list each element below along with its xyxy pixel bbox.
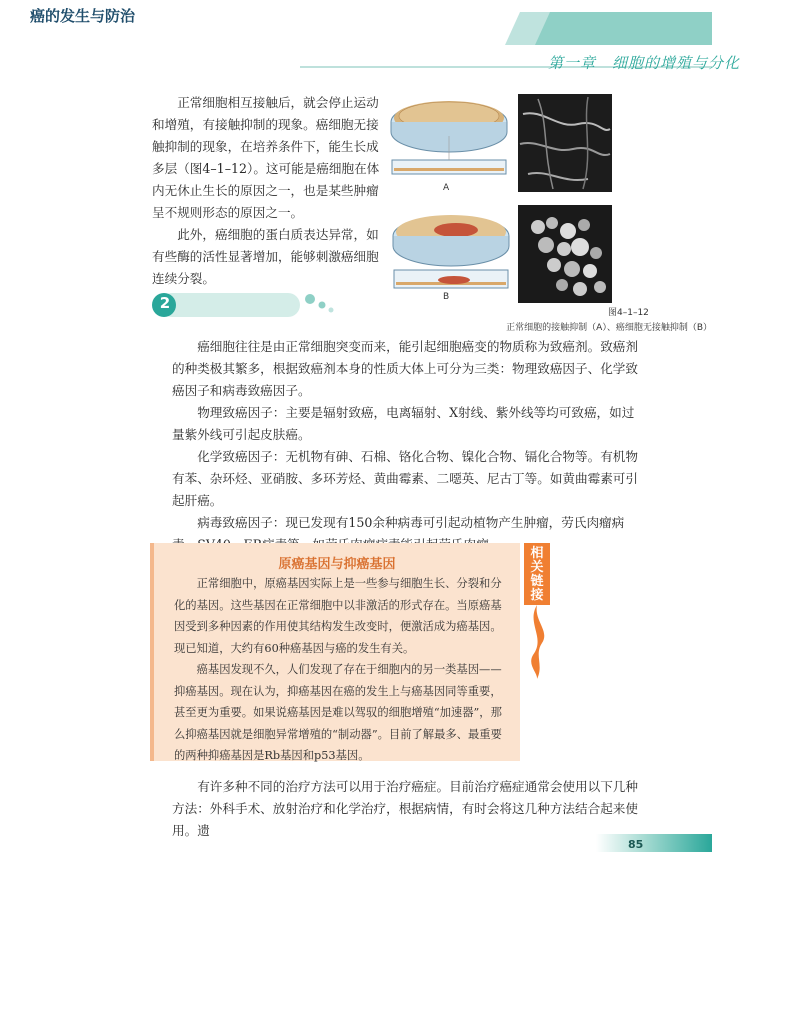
body-paragraph-2: 物理致癌因子：主要是辐射致癌，电离辐射、X射线、紫外线等均可致癌，如过量紫外线可引起皮肤癌。	[172, 405, 635, 442]
petri-dish-b-illustration	[390, 208, 512, 308]
related-link-box	[150, 543, 520, 761]
intro-paragraph-2: 此外，癌细胞的蛋白质表达异常，如有些酶的活性显著增加，能够刺激癌细胞连续分裂。	[152, 227, 379, 286]
box-body	[174, 573, 504, 767]
petri-dish-a-illustration	[388, 94, 510, 194]
figure-caption: 正常细胞的接触抑制（A）、癌细胞无接触抑制（B）	[506, 323, 712, 333]
closing-text	[172, 776, 638, 842]
body-paragraph-3: 化学致癌因子：无机物有砷、石棉、铬化合物、镍化合物、镉化合物等。有机物有苯、杂环烃、亚硝胺、多环芳烃、黄曲霉素、二噁英、尼古丁等。如黄曲霉素可引起肝癌。	[172, 449, 638, 508]
page-number-band	[596, 834, 712, 852]
section-heading-banner	[150, 289, 350, 321]
closing-paragraph-1: 有许多种不同的治疗方法可以用于治疗癌症。目前治疗癌症通常会使用以下几种方法：外科手术、放射治疗和化学治疗，根据病情，有时会将这几种方法结合起来使用。遗	[172, 779, 638, 838]
body-text	[172, 336, 638, 556]
figure-label-b: B	[443, 292, 450, 302]
micrograph-b-image	[518, 205, 612, 303]
box-side-label: 相关链接	[530, 546, 544, 603]
figure-number: 图4–1–12	[608, 308, 649, 318]
section-title: 癌的发生与防治	[30, 7, 136, 25]
body-paragraph-4: 病毒致癌因子：现已发现有150余种病毒可引起动植物产生肿瘤，劳氏肉瘤病	[197, 515, 625, 530]
body-paragraph-1: 癌细胞往往是由正常细胞突变而来，能引起细胞癌变的物质称为致癌剂。致癌剂的种类极其繁多，根据致癌剂本身的性质大体上可分为三类：物理致癌因子、化学致癌因子和病毒致癌因子。	[172, 339, 638, 398]
section-number: 2	[159, 294, 171, 312]
box-paragraph-2: 癌基因发现不久，人们发现了存在于细胞内的另一类基因——抑癌基因。现在认为，抑癌基因在癌的发生上与癌基因同等重要，甚至更为重要。如果说癌基因是难以驾驭的细胞增殖“加速器”，那么抑癌基因就是细胞异常增殖的“制动器”。目前了解最多、最重要的两种抑癌基因是Rb基因和p53基因。	[174, 663, 502, 762]
intro-paragraph-1: 正常细胞相互接触后，就会停止运动和增殖，有接触抑制的现象。癌细胞无接触抑制的现象，在培养条件下，能生长成多层（图4–1–12）。这可能是癌细胞在体内无休止生长的原因之一，也是某些肿瘤呈不规则形态的原因之一。	[152, 95, 380, 220]
intro-text	[152, 92, 380, 290]
figure-label-a: A	[443, 183, 450, 193]
box-title: 原癌基因与抑癌基因	[278, 557, 396, 572]
micrograph-a-image	[518, 94, 612, 192]
page-number: 85	[628, 838, 644, 851]
chapter-title: 第一章 细胞的增殖与分化	[547, 54, 740, 72]
box-paragraph-1: 正常细胞中，原癌基因实际上是一些参与细胞生长、分裂和分化的基因。这些基因在正常细胞中以非激活的形式存在。当原癌基因受到多种因素的作用使其结构发生改变时，便激活成为癌基因。现已知道，大约有60种癌基因与癌的发生有关。	[174, 577, 502, 655]
